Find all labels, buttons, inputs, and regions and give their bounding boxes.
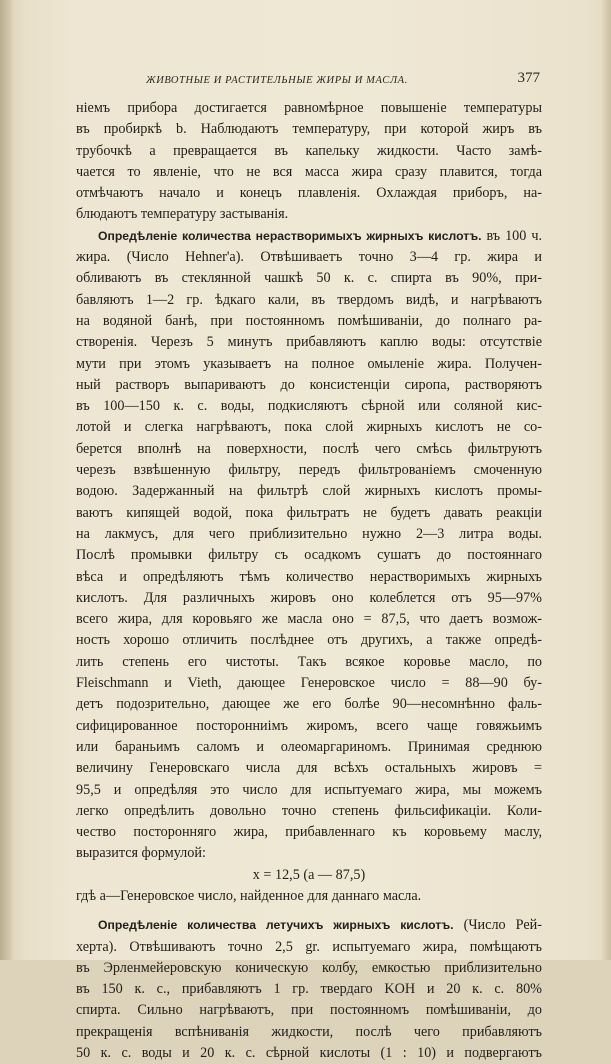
text-line: лить степень его чистоты. Такъ всякое коровье масло, по bbox=[76, 653, 542, 670]
text-line: водою. Задержанный на фильтрѣ слой жирныхъ кислотъ промы- bbox=[76, 483, 542, 500]
text-line: на лакмусъ, для чего приблизительно нужно 2—3 литра воды. bbox=[76, 525, 542, 542]
text-line: лотой и слегка нагрѣваютъ, пока слой жирныхъ кислотъ не со- bbox=[76, 419, 542, 436]
page-gutter-shadow bbox=[0, 0, 14, 960]
text-line: детъ подозрительно, дающее же его болѣе 90—несомнѣнно фаль- bbox=[76, 696, 542, 713]
text-line: всего жира, для коровьяго же масла оно = 87,5, что даетъ возмож- bbox=[76, 611, 542, 628]
text-line: чество посторонняго жира, прибавленнаго къ коровьему маслу, bbox=[76, 824, 542, 841]
text-line: величину Генеровскаго числа для всѣхъ остальныхъ жировъ = bbox=[76, 760, 542, 777]
text-line: ніемъ прибора достигается равномѣрное повышеніе температуры bbox=[76, 100, 542, 116]
section-heading-line bbox=[76, 915, 542, 936]
text-line: берется вполнѣ на поверхности, послѣ чего смѣсь фильтруютъ bbox=[76, 440, 542, 457]
text-line: створенія. Черезъ 5 минутъ прибавляютъ каплю воды: отсутствіе bbox=[76, 334, 542, 351]
text-line: Послѣ промывки фильтру съ осадкомъ сушатъ до постояннаго bbox=[76, 547, 542, 564]
text-line: 95,5 и опредѣляя это число для испытуемаго жира, мы можемъ bbox=[76, 781, 542, 798]
section-heading-line bbox=[76, 226, 542, 247]
section-heading-insoluble: Опредѣленіе количества нерастворимыхъ жирныхъ кислотъ. bbox=[98, 228, 482, 243]
heading-continuation: (Число Рей- bbox=[453, 917, 542, 934]
text-line: 50 к. с. воды и 20 к. с. сѣрной кислоты (1 : 10) и подвергаютъ bbox=[76, 1045, 542, 1062]
text-line: херта). Отвѣшиваютъ точно 2,5 gr. испытуемаго жира, помѣщаютъ bbox=[76, 938, 542, 955]
text-line: спирта. Сильно нагрѣваютъ, при постоянномъ помѣшиваніи, до bbox=[76, 1002, 542, 1019]
section-heading-volatile: Опредѣленіе количества летучихъ жирныхъ кислотъ. bbox=[98, 918, 454, 933]
text-line: мути при этомъ указываетъ на полное омыленіе жира. Получен- bbox=[76, 355, 542, 372]
page-header bbox=[76, 68, 540, 90]
page-edge-shadow bbox=[601, 0, 611, 960]
page-number: 377 bbox=[517, 70, 540, 86]
text-line: ность хорошо отличить послѣднее отъ другихъ, а также опредѣ- bbox=[76, 632, 542, 649]
text-line: гдѣ a—Генеровское число, найденное для даннаго масла. bbox=[76, 887, 422, 904]
text-line: блюдаютъ температуру застыванія. bbox=[76, 206, 289, 223]
text-line: ный растворъ выпариваютъ до консистенціи сиропа, растворяютъ bbox=[76, 376, 542, 393]
text-line: трубочкѣ а превращается въ капельку жидкости. Часто замѣ- bbox=[76, 142, 542, 159]
text-line: обливаютъ въ стеклянной чашкѣ 50 к. с. спирта въ 90%, при- bbox=[76, 270, 542, 287]
text-line: выразится формулой: bbox=[76, 845, 206, 862]
running-head: ЖИВОТНЫЕ И РАСТИТЕЛЬНЫЕ ЖИРЫ И МАСЛА. bbox=[146, 75, 408, 86]
text-line: Fleischmann и Vieth, дающее Генеровское число = 88—90 бу- bbox=[76, 675, 542, 692]
text-line: въ Эрленмейеровскую коническую колбу, емкостью приблизительно bbox=[76, 959, 542, 976]
text-line: на водяной банѣ, при постоянномъ помѣшиваніи, до полнаго ра- bbox=[76, 312, 542, 329]
text-line: въ пробиркѣ b. Наблюдаютъ температуру, при которой жиръ въ bbox=[76, 121, 542, 138]
text-line: отмѣчаютъ начало и конецъ плавленія. Охлаждая приборъ, на- bbox=[76, 185, 542, 202]
heading-continuation: въ 100 ч. bbox=[481, 227, 542, 244]
text-line: жира. (Число Hehner'а). Отвѣшиваетъ точно 3—4 гр. жира и bbox=[76, 249, 542, 266]
text-line: въ 150 к. с., прибавляютъ 1 гр. твердаго KOH и 20 к. с. 80% bbox=[76, 981, 542, 998]
text-line: вѣса и опредѣляютъ тѣмъ количество нерастворимыхъ жирныхъ bbox=[76, 568, 542, 585]
text-line: легко опредѣлить довольно точно степень фильсификаціи. Коли- bbox=[76, 802, 542, 819]
text-line: чается то явленіе, что не вся масса жира сразу плавится, тогда bbox=[76, 163, 542, 180]
text-line: въ 100—150 к. с. воды, подкисляютъ сѣрной или соляной кис- bbox=[76, 398, 542, 415]
text-line: или бараньимъ саломъ и олеомаргариномъ. Принимая среднюю bbox=[76, 738, 542, 755]
text-line: кислотъ. Для различныхъ жировъ оно колеблется отъ 95—97% bbox=[76, 589, 542, 606]
text-line: сифицированное посторонниімъ жиромъ, всего чаще говяжьимъ bbox=[76, 717, 542, 734]
text-line: бавляютъ 1—2 гр. ѣдкаго кали, въ твердомъ видѣ, и нагрѣваютъ bbox=[76, 291, 542, 308]
text-line: прекращенія вспѣниванія жидкости, послѣ чего прибавляютъ bbox=[76, 1023, 542, 1040]
formula: x = 12,5 (a — 87,5) bbox=[252, 866, 366, 883]
text-line: ваютъ кипящей водой, пока фильтратъ не будетъ давать реакціи bbox=[76, 504, 542, 521]
text-line: черезъ взвѣшенную фильтру, передъ фильтрованіемъ смоченную bbox=[76, 462, 542, 479]
body-text bbox=[76, 98, 542, 1064]
